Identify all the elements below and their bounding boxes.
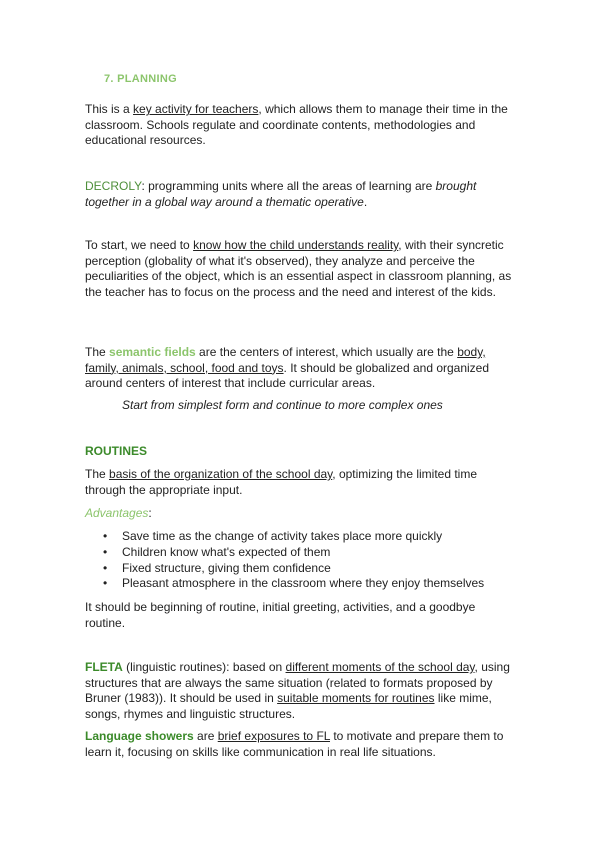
bullet-icon: •	[103, 544, 108, 559]
start-text-a: To start, we need to	[85, 238, 194, 252]
semantic-paragraph	[85, 345, 515, 392]
decroly-end: .	[363, 194, 368, 209]
routines-underlined: basis of the organization of the school day	[109, 467, 333, 481]
routines-paragraph	[85, 467, 515, 498]
semantic-label: semantic fields	[109, 345, 196, 359]
fleta-text-b: , using structures that are always the same situation (related to formats proposed by Bruner (1983)). It should be used in	[85, 660, 510, 705]
decroly-label: DECROLY	[85, 179, 142, 193]
section-heading: 7. PLANNING	[104, 73, 177, 85]
fleta-paragraph	[85, 660, 515, 722]
advantages-colon: :	[148, 506, 152, 520]
list-item: • Fixed structure, giving them confidence	[103, 560, 331, 575]
semantic-text-c: . It should be globalized and organized around centers of interest that include curricular areas.	[85, 360, 490, 390]
start-text-b: , with their syncretic perception (globality of what it's observed), they analyze and perceive the peculiarities of the object, which is an essential aspect in classroom planning, as the teacher has to focus on the process and the need and interest of the kids.	[85, 238, 512, 299]
start-underlined: know how the child understands reality	[193, 238, 399, 252]
bullet-icon: •	[103, 576, 108, 591]
advantages-label-line	[85, 506, 515, 522]
intro-text-b: , which allows them to manage their time in the classroom. Schools regulate and coordinate contents, methodologies and educational resources.	[85, 102, 508, 147]
fleta-underlined-1: different moments of the school day	[285, 660, 475, 674]
fleta-text-a: (linguistic routines): based on	[122, 660, 286, 674]
routines-heading: ROUTINES	[85, 444, 148, 458]
fleta-text-c: like mime, songs, rhymes and linguistic structures.	[85, 691, 492, 721]
fleta-label: FLETA	[85, 660, 123, 674]
list-item: • Children know what's expected of them	[103, 544, 331, 559]
intro-underlined: key activity for teachers	[133, 102, 259, 116]
decroly-paragraph	[85, 179, 515, 210]
semantic-underlined: body, family, animals, school, food and toys	[85, 345, 486, 375]
routines-text-a: The	[85, 467, 110, 481]
showers-text-b: to motivate and prepare them to learn it, focusing on skills like communication in real life situations.	[85, 729, 504, 759]
bullet-icon: •	[103, 529, 108, 543]
routines-closing: It should be beginning of routine, initial greeting, activities, and a goodbye routine.	[85, 600, 476, 630]
showers-text-a: are	[193, 729, 218, 743]
list-item: • Pleasant atmosphere in the classroom where they enjoy themselves	[103, 576, 485, 591]
intro-text-a: This is a	[85, 102, 134, 116]
decroly-text: : programming units where all the areas of learning are	[141, 179, 436, 193]
bullet-icon: •	[103, 560, 108, 575]
semantic-text-b: are the centers of interest, which usually are the	[195, 345, 458, 359]
list-item: • Save time as the change of activity takes place more quickly	[103, 529, 443, 543]
showers-underlined: brief exposures to FL	[217, 729, 330, 743]
advantages-label: Advantages	[85, 506, 149, 520]
showers-label: Language showers	[85, 729, 194, 743]
routines-text-b: , optimizing the limited time through the appropriate input.	[85, 467, 478, 497]
semantic-italic-line: Start from simplest form and continue to more complex ones	[122, 398, 443, 412]
decroly-italic: brought together in a global way around a thematic operative	[85, 179, 477, 209]
showers-paragraph	[85, 729, 515, 760]
fleta-underlined-2: suitable moments for routines	[277, 691, 435, 705]
intro-paragraph	[85, 102, 515, 149]
semantic-text-a: The	[85, 345, 110, 359]
advantages-list	[85, 529, 515, 592]
start-paragraph	[85, 238, 515, 300]
